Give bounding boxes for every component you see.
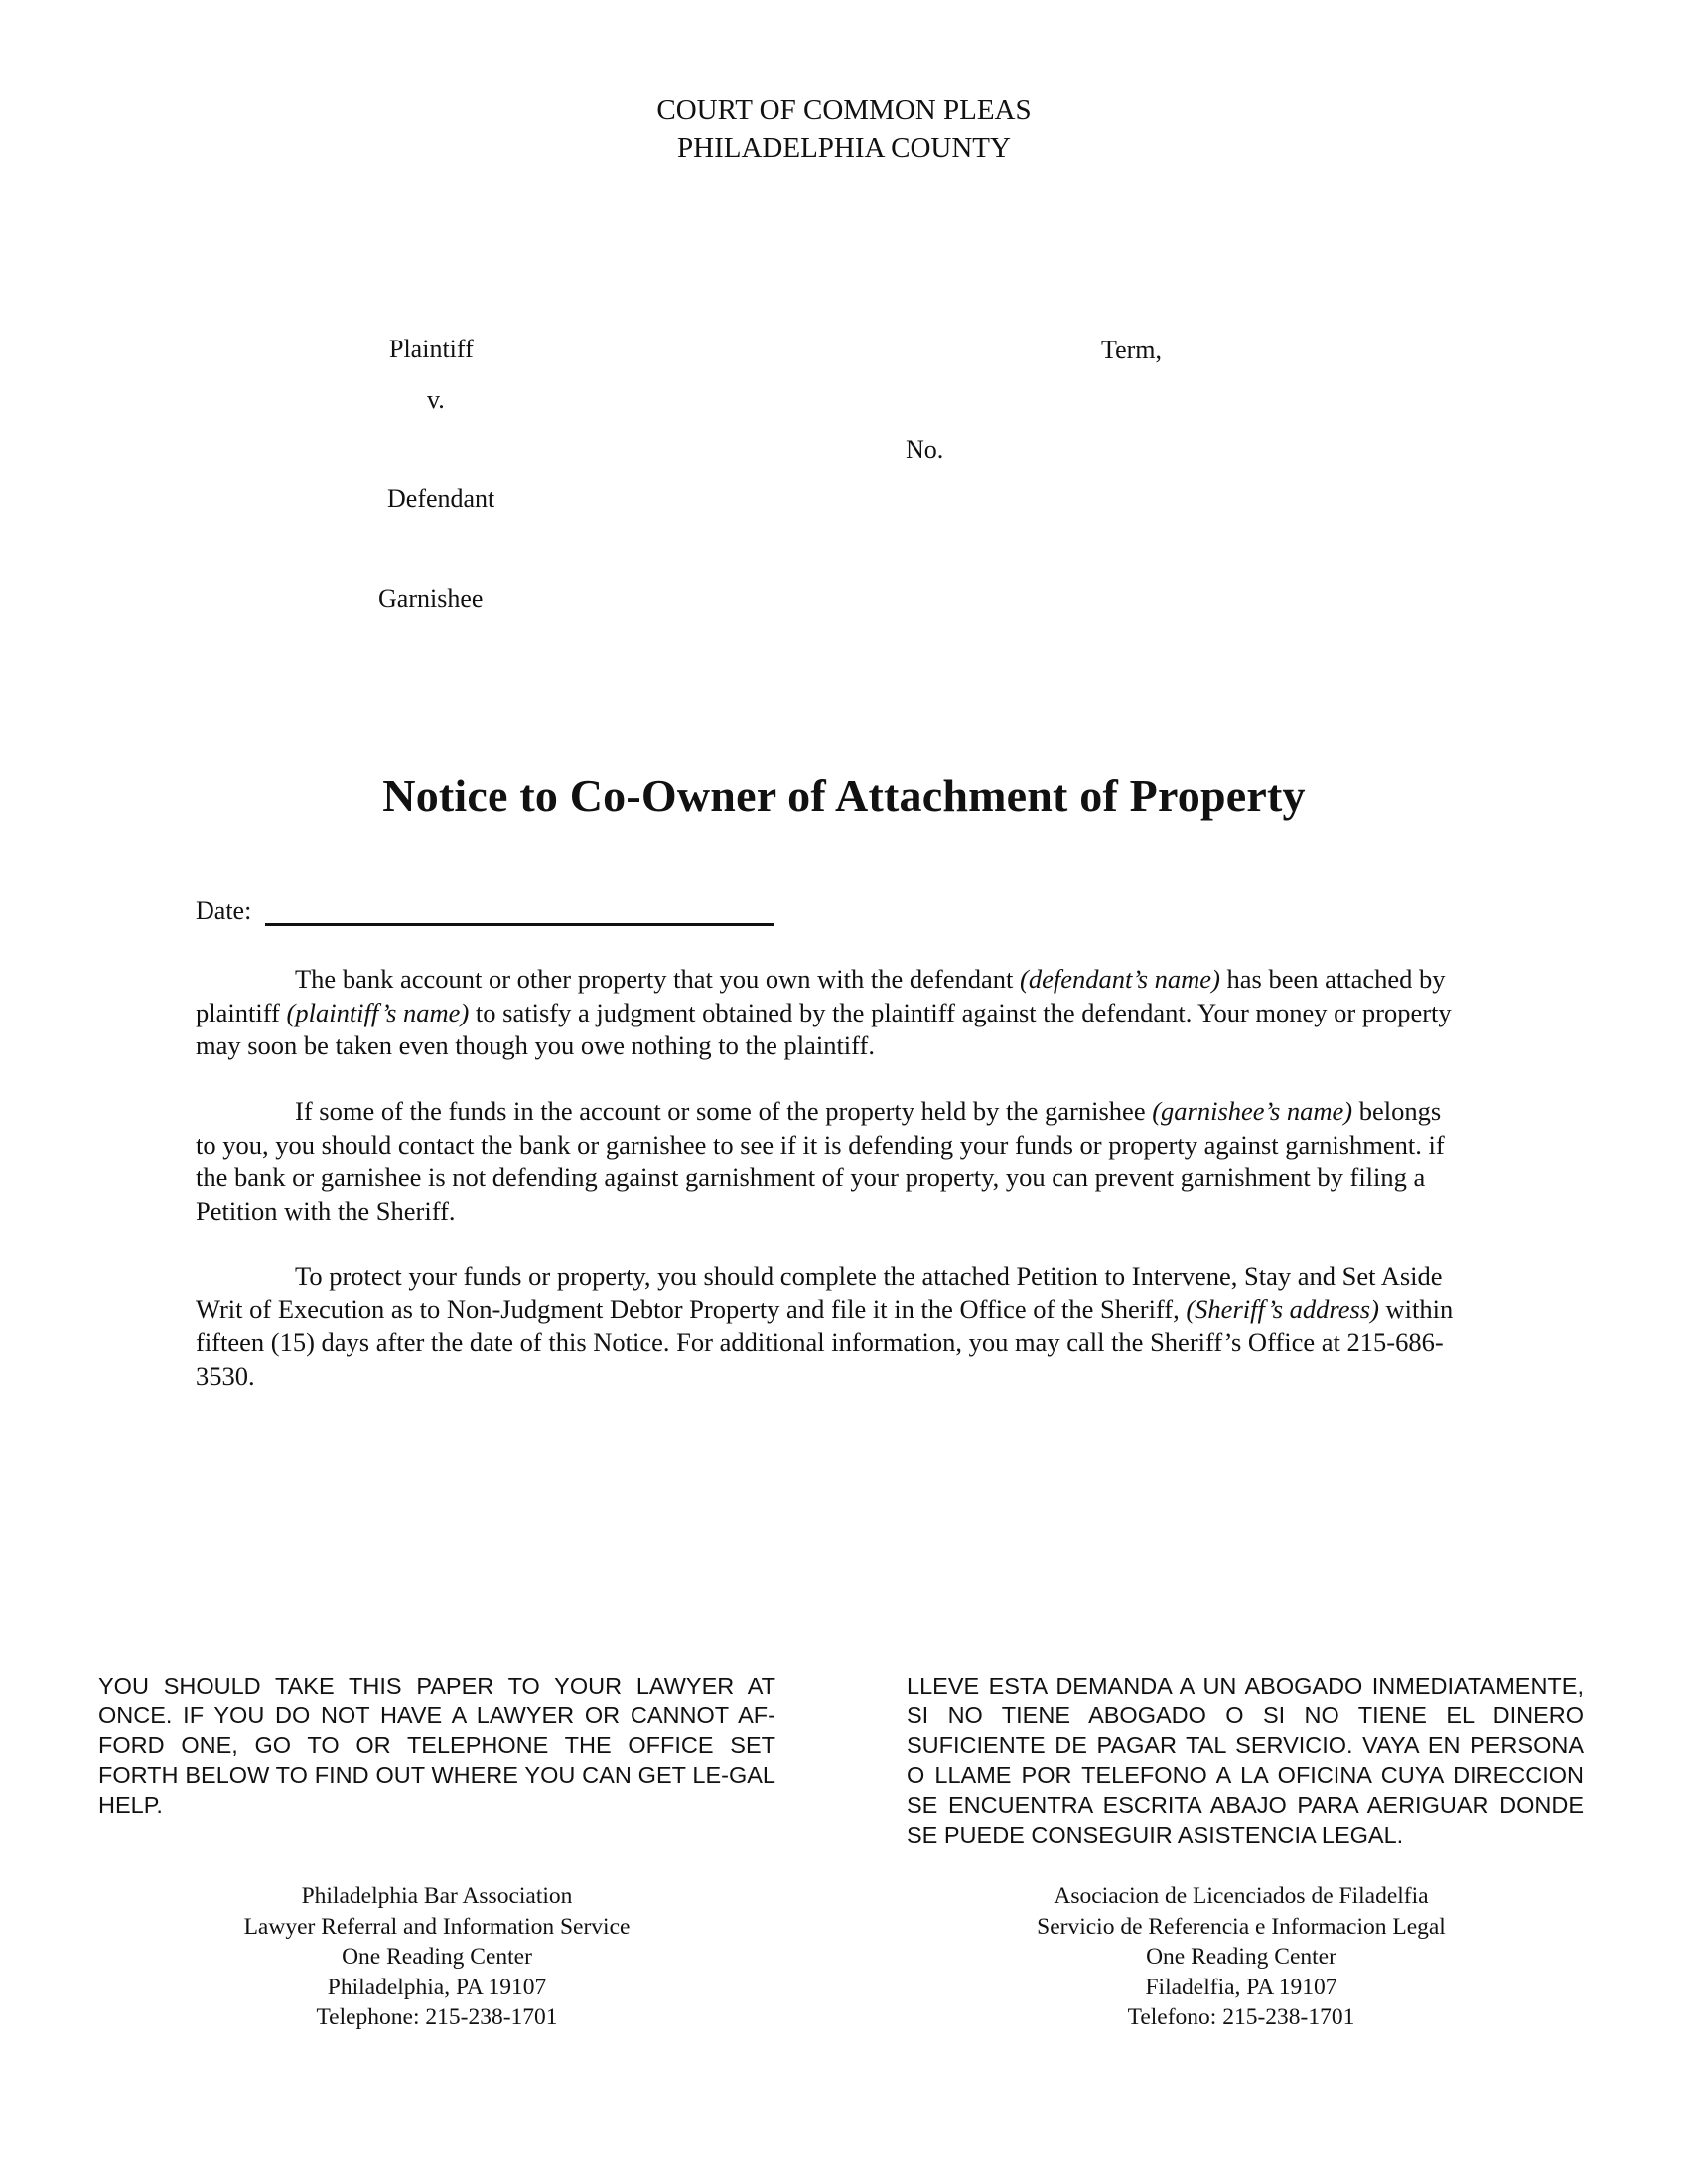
plaintiff-label: Plaintiff	[389, 335, 474, 363]
date-blank-line[interactable]	[265, 901, 774, 926]
address-city-es: Filadelfia, PA 19107	[1145, 1974, 1337, 2000]
address-street-es: One Reading Center	[1146, 1944, 1336, 1970]
garnishee-name-placeholder: (garnishee’s name)	[1152, 1096, 1353, 1126]
defendant-name-placeholder: (defendant’s name)	[1020, 964, 1220, 994]
sheriff-address-placeholder: (Sheriff’s address)	[1186, 1294, 1379, 1324]
term-label: Term,	[1101, 336, 1162, 364]
court-name: COURT OF COMMON PLEAS	[656, 94, 1032, 126]
date-label: Date:	[196, 896, 252, 925]
bar-association-name-es: Asociacion de Licenciados de Filadelfia	[1054, 1883, 1429, 1909]
notice-spanish: LLEVE ESTA DEMANDA A UN ABOGADO INMEDIATAMENTE, SI NO TIENE ABOGADO O SI NO TIENE EL DINERO SUFICIENTE DE PAGAR TAL SERVICIO. VAYA EN PERSONA O LLAME POR TELEFONO A LA OFICINA CUYA DIRECCION SE ENCUENTRA ESCRITA ABAJO PARA AERIGUAR DONDE SE PUEDE CONSEGUIR ASISTENCIA LEGAL.	[907, 1673, 1584, 1847]
versus-label: v.	[427, 385, 445, 414]
paragraph-3: To protect your funds or property, you should complete the attached Petition to Intervene, Stay and Set Aside Writ of Execution as to Non-Judgment Debtor Property and file it in the Office of the Sheriff, (Sheriff’s address) within fifteen (15) days after the date of this Notice. For additional information, you may call the Sheriff’s Office at 215-686-3530.	[196, 1261, 1454, 1391]
address-street: One Reading Center	[342, 1944, 532, 1970]
referral-service-name-es: Servicio de Referencia e Informacion Legal	[1037, 1913, 1446, 1940]
document-title: Notice to Co-Owner of Attachment of Property	[382, 770, 1306, 821]
contact-block-spanish	[943, 1881, 1539, 2033]
telephone-number: Telephone: 215-238-1701	[316, 2004, 558, 2030]
notice-english: YOU SHOULD TAKE THIS PAPER TO YOUR LAWYER AT ONCE. IF YOU DO NOT HAVE A LAWYER OR CANNOT AF-FORD ONE, GO TO OR TELEPHONE THE OFFICE SET FORTH BELOW TO FIND OUT WHERE YOU CAN GET LE-GAL HELP.	[98, 1673, 775, 1818]
date-row	[196, 896, 774, 926]
plaintiff-name-placeholder: (plaintiff’s name)	[286, 997, 470, 1027]
paragraph-1: The bank account or other property that you own with the defendant (defendant’s name) has been attached by plaintiff (plaintiff’s name) to satisfy a judgment obtained by the plaintiff against the defendant. Your money or property may soon be taken even though you owe nothing to the plaintiff.	[196, 964, 1452, 1060]
garnishee-label: Garnishee	[378, 584, 484, 613]
defendant-label: Defendant	[387, 484, 495, 513]
telephone-number-es: Telefono: 215-238-1701	[1127, 2004, 1355, 2030]
number-label: No.	[906, 435, 944, 464]
paragraph-2: If some of the funds in the account or some of the property held by the garnishee (garnishee’s name) belongs to you, you should contact the bank or garnishee to see if it is defending your funds or property against garnishment. if the bank or garnishee is not defending against garnishment of your property, you can prevent garnishment by filing a Petition with the Sheriff.	[196, 1096, 1445, 1226]
county-name: PHILADELPHIA COUNTY	[677, 132, 1011, 164]
court-header	[0, 91, 1688, 167]
contact-block-english	[139, 1881, 735, 2033]
address-city: Philadelphia, PA 19107	[327, 1974, 547, 2000]
referral-service-name: Lawyer Referral and Information Service	[243, 1913, 631, 1940]
bar-association-name: Philadelphia Bar Association	[301, 1883, 573, 1909]
